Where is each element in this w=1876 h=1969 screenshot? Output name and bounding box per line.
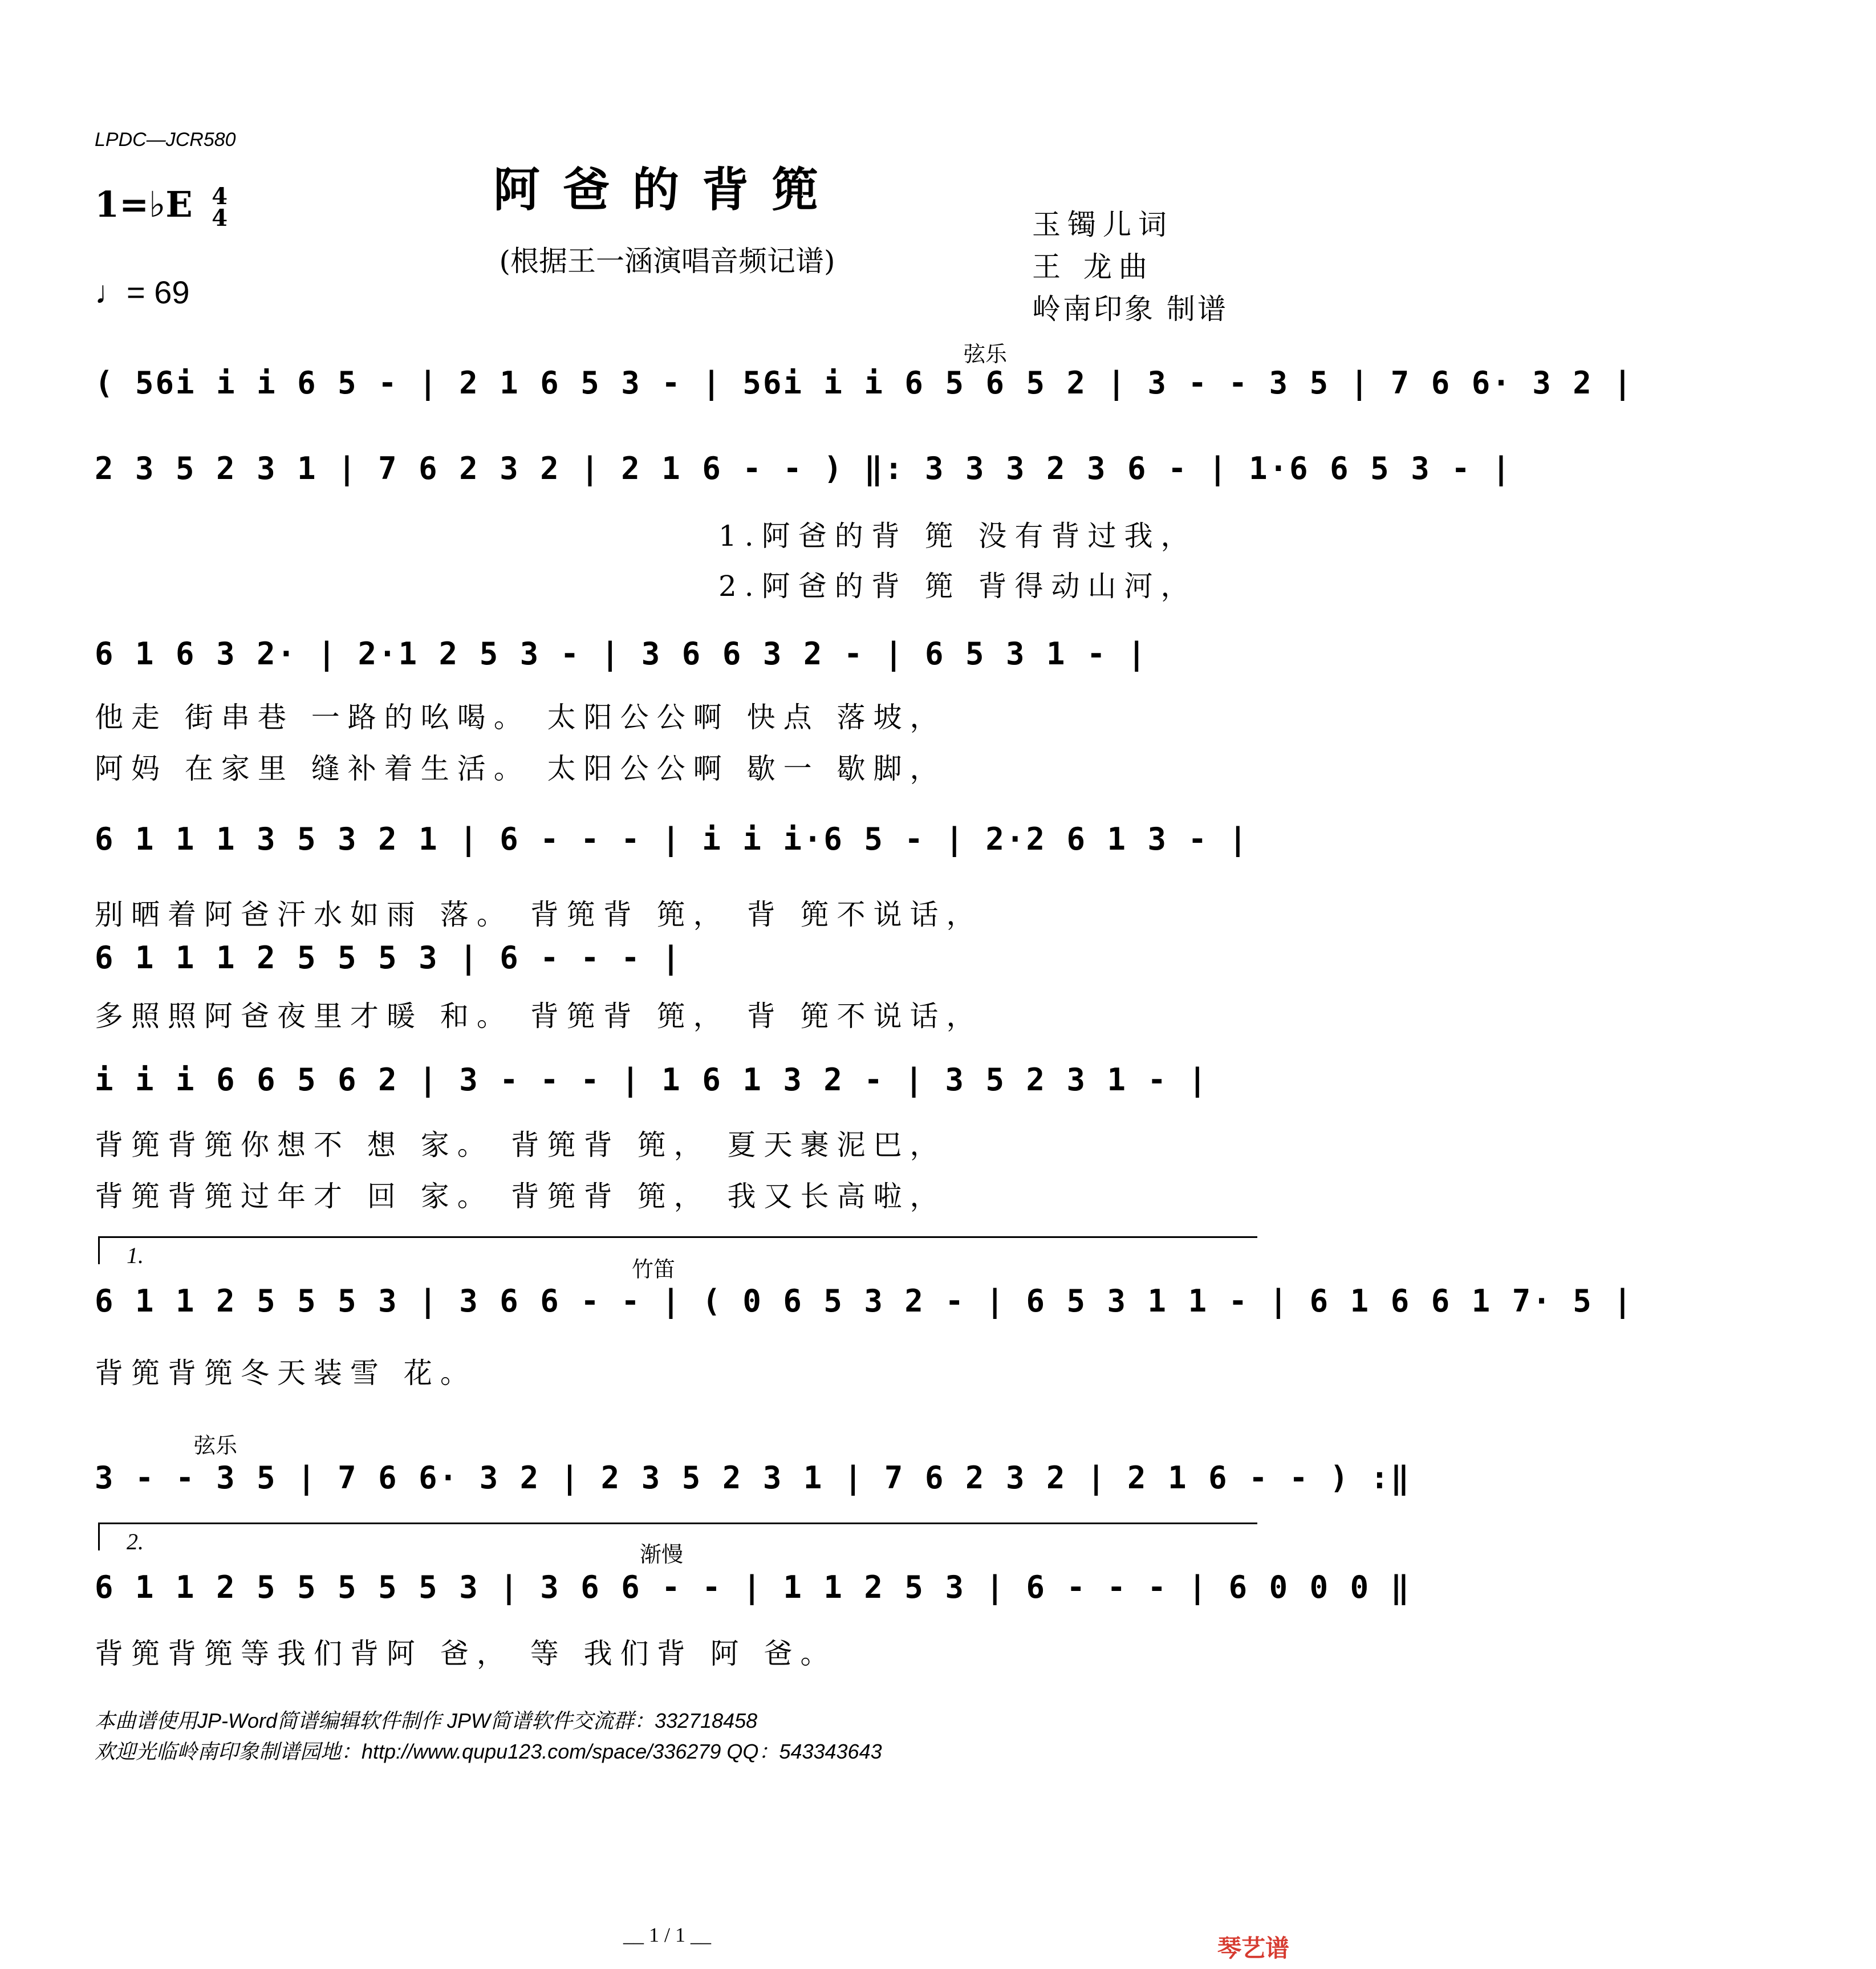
flute-mark: 竹笛 — [632, 1258, 676, 1282]
score-code: LPDC—JCR580 — [95, 129, 236, 151]
lyricist-credit: 玉镯儿词 — [1032, 208, 1173, 241]
page-title: 阿爸的背篼 — [493, 163, 841, 217]
lyric-line-7: 背篼背篼冬天装雪 花。 — [95, 1357, 477, 1390]
arranger-credit: 岭南印象 制谱 — [1032, 293, 1228, 326]
score-line-5: 6 1 1 1 2 5 5 5 3 | 6 - - - | — [95, 940, 682, 976]
key-signature — [95, 183, 228, 232]
score-line-3: 6 1 6 3 2· | 2·1 2 5 3 - | 3 6 6 3 2 - | 6 5 3 1 - | — [95, 636, 1148, 672]
time-signature-top: 4 — [212, 183, 228, 210]
lyric-line-3a: 他走 街串巷 一路的吆喝。 太阳公公啊 快点 落坡， — [95, 701, 947, 734]
footer-line-2: 欢迎光临岭南印象制谱园地：http://www.qupu123.com/space/336279 QQ：543343643 — [95, 1740, 882, 1763]
page-number: __ 1 / 1 __ — [623, 1923, 711, 1946]
first-ending-number: 1. — [127, 1243, 144, 1268]
subtitle: (根据王一涵演唱音频记谱) — [499, 245, 835, 278]
first-ending-bracket — [98, 1236, 1257, 1264]
score-line-1: ( 56i i i 6 5 - | 2 1 6 5 3 - | 56i i i 6 5 6 5 2 | 3 - - 3 5 | 7 6 6· 3 2 | — [95, 365, 1634, 401]
lyric-line-5: 多照照阿爸夜里才暖 和。 背篼背 篼， 背 篼不说话， — [95, 1000, 983, 1033]
lyric-line-2a: 1.阿爸的背 篼 没有背过我， — [718, 519, 1197, 553]
score-line-6: i i i 6 6 5 6 2 | 3 - - - | 1 6 1 3 2 - | 3 5 2 3 1 - | — [95, 1062, 1209, 1098]
lyric-line-6b: 背篼背篼过年才 回 家。 背篼背 篼， 我又长高啦， — [95, 1180, 947, 1213]
lyric-line-3b: 阿妈 在家里 缝补着生活。 太阳公公啊 歇一 歇脚， — [95, 752, 947, 785]
score-line-2: 2 3 5 2 3 1 | 7 6 2 3 2 | 2 1 6 - - ) ‖: 3 3 3 2 3 6 - | 1·6 6 5 3 - | — [95, 450, 1512, 486]
lyric-line-2b: 2.阿爸的背 篼 背得动山河， — [718, 570, 1197, 603]
time-signature — [212, 183, 228, 232]
lyric-line-4: 别晒着阿爸汗水如雨 落。 背篼背 篼， 背 篼不说话， — [95, 898, 983, 931]
score-line-7: 6 1 1 2 5 5 5 3 | 3 6 6 - - | ( 0 6 5 3 2 - | 6 5 3 1 1 - | 6 1 6 6 1 7· 5 | — [95, 1283, 1634, 1319]
lyric-line-6a: 背篼背篼你想不 想 家。 背篼背 篼， 夏天裹泥巴， — [95, 1128, 947, 1162]
lyric-line-9: 背篼背篼等我们背阿 爸， 等 我们背 阿 爸。 — [95, 1637, 837, 1670]
strings-mark: 弦乐 — [964, 343, 1008, 367]
time-signature-bottom: 4 — [212, 205, 228, 232]
ritardando-mark: 渐慢 — [640, 1543, 684, 1567]
footer-line-1: 本曲谱使用JP-Word简谱编辑软件制作 JPW简谱软件交流群：332718458 — [95, 1709, 758, 1732]
score-line-4: 6 1 1 1 3 5 3 2 1 | 6 - - - | i i i·6 5 - | 2·2 6 1 3 - | — [95, 821, 1249, 857]
site-logo: 琴艺谱 — [1217, 1935, 1290, 1962]
second-ending-number: 2. — [127, 1529, 144, 1554]
score-line-8: 3 - - 3 5 | 7 6 6· 3 2 | 2 3 5 2 3 1 | 7 6 2 3 2 | 2 1 6 - - ) :‖ — [95, 1460, 1411, 1496]
key-label: 1=♭E — [95, 184, 193, 225]
strings-mark-2: 弦乐 — [194, 1434, 238, 1458]
tempo-mark: ♩= 69 — [95, 274, 190, 310]
score-line-9: 6 1 1 2 5 5 5 5 5 3 | 3 6 6 - - | 1 1 2 5 3 | 6 - - - | 6 0 0 0 ‖ — [95, 1569, 1411, 1605]
composer-credit: 王 龙曲 — [1032, 250, 1154, 283]
